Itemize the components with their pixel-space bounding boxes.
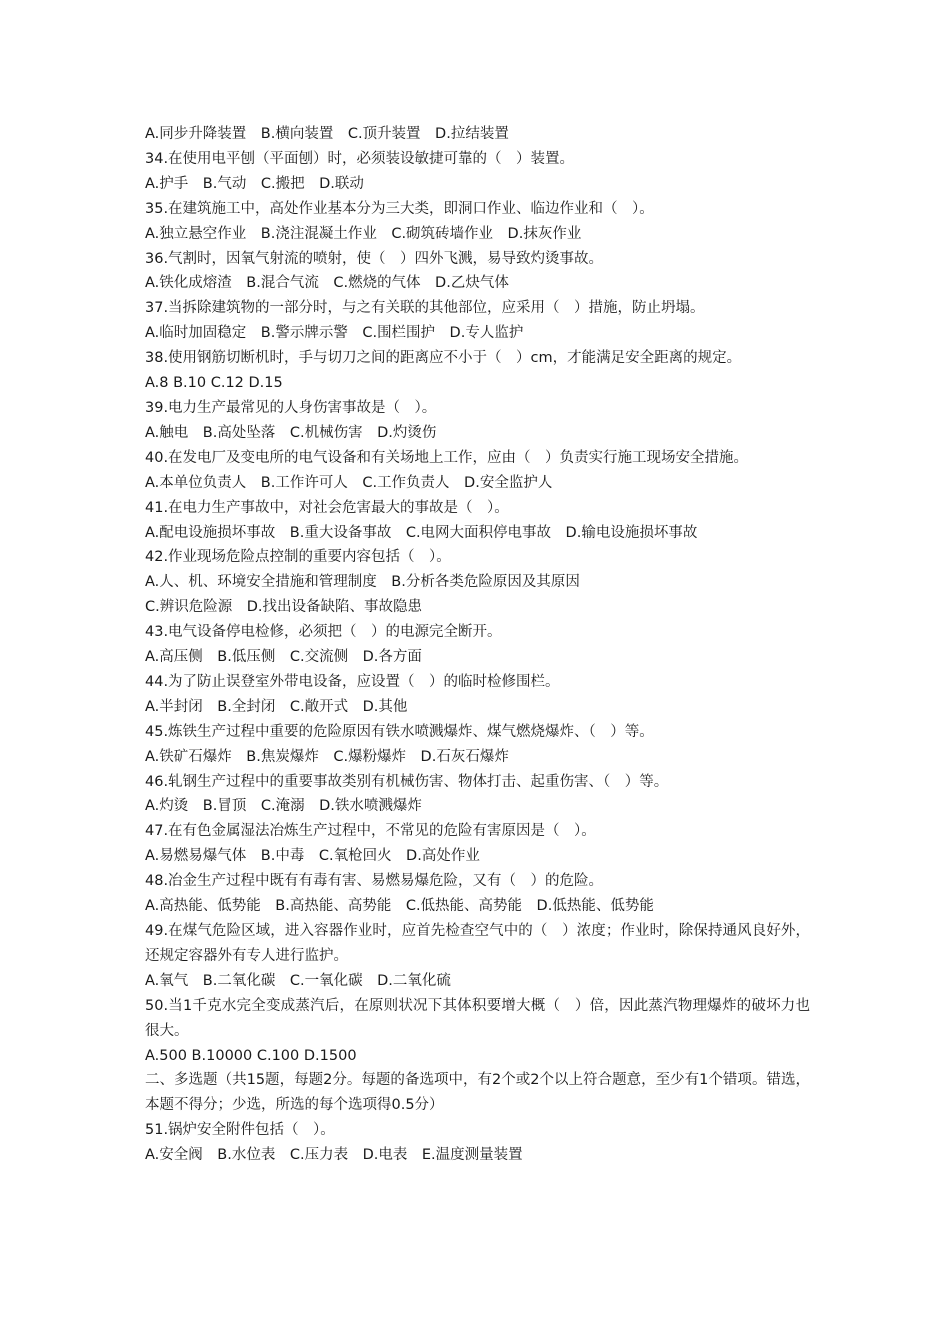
q47-options: A.易燃易爆气体 B.中毒 C.氧枪回火 D.高处作业 — [145, 848, 480, 865]
q45-options: A.铁矿石爆炸 B.焦炭爆炸 C.爆粉爆炸 D.石灰石爆炸 — [145, 748, 509, 765]
q49-options: A.氧气 B.二氧化碳 C.一氧化碳 D.二氧化硫 — [145, 972, 451, 989]
q36-options: A.铁化成熔渣 B.混合气流 C.燃烧的气体 D.乙炔气体 — [145, 275, 509, 292]
q35-options: A.独立悬空作业 B.浇注混凝土作业 C.砌筑砖墙作业 D.抹灰作业 — [145, 225, 582, 242]
q35-question: 35.在建筑施工中，高处作业基本分为三大类，即洞口作业、临边作业和（ ）。 — [145, 200, 654, 217]
q42-options-cd: C.辨识危险源 D.找出设备缺陷、事故隐患 — [145, 599, 423, 616]
q46-options: A.灼烫 B.冒顶 C.淹溺 D.铁水喷溅爆炸 — [145, 798, 422, 815]
q37-options: A.临时加固稳定 B.警示牌示警 C.围栏围护 D.专人监护 — [145, 325, 524, 342]
q36-question: 36.气割时，因氧气射流的喷射，使（ ）四外飞溅，易导致灼烫事故。 — [145, 250, 604, 267]
q42-options-ab: A.人、机、环境安全措施和管理制度 B.分析各类危险原因及其原因 — [145, 574, 580, 591]
q44-options: A.半封闭 B.全封闭 C.敞开式 D.其他 — [145, 698, 408, 715]
q50-options: A.500 B.10000 C.100 D.1500 — [145, 1047, 357, 1064]
q41-question: 41.在电力生产事故中，对社会危害最大的事故是（ ）。 — [145, 499, 509, 516]
q45-question: 45.炼铁生产过程中重要的危险原因有铁水喷溅爆炸、煤气燃烧爆炸、（ ）等。 — [145, 723, 654, 740]
q34-options: A.护手 B.气动 C.搬把 D.联动 — [145, 175, 364, 192]
q37-question: 37.当拆除建筑物的一部分时，与之有关联的其他部位，应采用（ ）措施，防止坍塌。 — [145, 300, 705, 317]
q51-options: A.安全阀 B.水位表 C.压力表 D.电表 E.温度测量装置 — [145, 1147, 523, 1164]
q49-question: 49.在煤气危险区域，进入容器作业时，应首先检查空气中的（ ）浓度；作业时，除保持通风良好外，还规定容器外有专人进行监护。 — [145, 923, 810, 964]
q43-question: 43.电气设备停电检修，必须把（ ）的电源完全断开。 — [145, 624, 502, 641]
q46-question: 46.轧钢生产过程中的重要事故类别有机械伤害、物体打击、起重伤害、（ ）等。 — [145, 773, 669, 790]
document-page — [145, 122, 810, 1168]
q48-options: A.高热能、低势能 B.高热能、高势能 C.低热能、高势能 D.低热能、低势能 — [145, 898, 654, 915]
q47-question: 47.在有色金属湿法冶炼生产过程中，不常见的危险有害原因是（ ）。 — [145, 823, 596, 840]
q39-question: 39.电力生产最常见的人身伤害事故是（ ）。 — [145, 399, 437, 416]
q42-question: 42.作业现场危险点控制的重要内容包括（ ）。 — [145, 549, 451, 566]
q43-options: A.高压侧 B.低压侧 C.交流侧 D.各方面 — [145, 649, 422, 666]
q44-question: 44.为了防止误登室外带电设备，应设置（ ）的临时检修围栏。 — [145, 673, 560, 690]
q41-options: A.配电设施损坏事故 B.重大设备事故 C.电网大面积停电事故 D.输电设施损坏事故 — [145, 524, 698, 541]
q40-question: 40.在发电厂及变电所的电气设备和有关场地上工作，应由（ ）负责实行施工现场安全措施。 — [145, 449, 749, 466]
q33-options: A.同步升降装置 B.横向装置 C.顶升装置 D.拉结装置 — [145, 126, 509, 142]
q38-options: A.8 B.10 C.12 D.15 — [145, 375, 283, 392]
q38-question: 38.使用钢筋切断机时，手与切刀之间的距离应不小于（ ）cm，才能满足安全距离的规定。 — [145, 350, 742, 367]
q48-question: 48.冶金生产过程中既有有毒有害、易燃易爆危险，又有（ ）的危险。 — [145, 873, 604, 890]
q51-question: 51.锅炉安全附件包括（ ）。 — [145, 1122, 335, 1139]
q34-question: 34.在使用电平刨（平面刨）时，必须装设敏捷可靠的（ ）装置。 — [145, 150, 575, 167]
q50-question: 50.当1千克水完全变成蒸汽后，在原则状况下其体积要增大概（ ）倍，因此蒸汽物理爆炸的破坏力也很大。 — [145, 997, 810, 1039]
q39-options: A.触电 B.高处坠落 C.机械伤害 D.灼烫伤 — [145, 424, 437, 441]
q40-options: A.本单位负责人 B.工作许可人 C.工作负责人 D.安全监护人 — [145, 474, 553, 491]
section-heading-multiple-choice: 二、多选题（共15题，每题2分。每题的备选项中，有2个或2个以上符合题意，至少有1个错项。错选，本题不得分；少选，所选的每个选项得0.5分） — [145, 1072, 810, 1114]
